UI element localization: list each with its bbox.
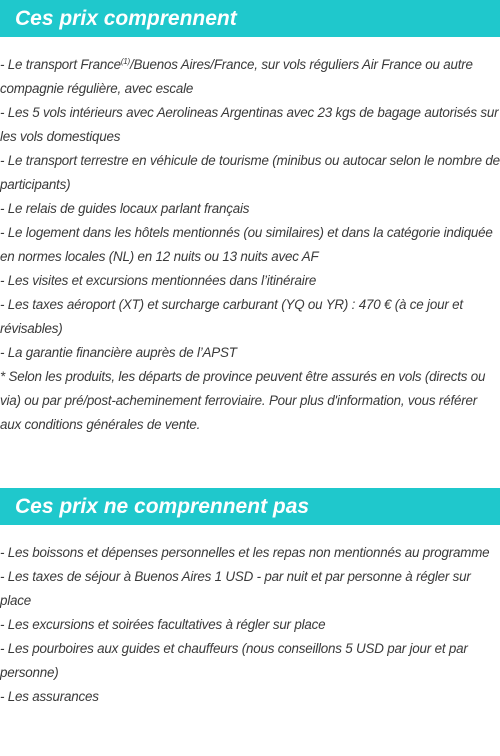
- included-header: Ces prix comprennent: [0, 0, 500, 37]
- list-item: - Les excursions et soirées facultatives à régler sur place: [0, 617, 326, 632]
- list-item: - Les taxes aéroport (XT) et surcharge carburant (YQ ou YR) : 470 € (à ce jour et révisables): [0, 297, 463, 336]
- excluded-section: [0, 488, 500, 709]
- section-spacer: [0, 437, 500, 488]
- list-item: - La garantie financière auprès de l’APST: [0, 345, 237, 360]
- list-item: - Les 5 vols intérieurs avec Aerolineas Argentinas avec 23 kgs de bagage autorisés sur les vols domestiques: [0, 105, 499, 144]
- list-item: - Les taxes de séjour à Buenos Aires 1 USD - par nuit et par personne à régler sur place: [0, 569, 471, 608]
- footnote-text: * Selon les produits, les départs de province peuvent être assurés en vols (directs ou via) ou par pré/post-acheminement ferroviaire. Pour plus d'information, vous référer aux conditions générales de vente.: [0, 369, 486, 432]
- included-list: [0, 37, 500, 437]
- excluded-list: [0, 525, 500, 709]
- list-item: - Les assurances: [0, 689, 99, 704]
- list-item: - Le logement dans les hôtels mentionnés (ou similaires) et dans la catégorie indiquée en normes locales (NL) en 12 nuits ou 13 nuits avec AF: [0, 225, 493, 264]
- footnote-marker: (1): [120, 57, 131, 66]
- list-item: - Les boissons et dépenses personnelles et les repas non mentionnés au programme: [0, 545, 490, 560]
- list-item: - Le relais de guides locaux parlant français: [0, 201, 250, 216]
- excluded-header: Ces prix ne comprennent pas: [0, 488, 500, 525]
- list-item: - Le transport France$^{(1)}$/Buenos Aires/France, sur vols réguliers Air France ou autre compagnie régulière, avec escale: [0, 57, 473, 96]
- list-item: - Les visites et excursions mentionnées dans l’itinéraire: [0, 273, 317, 288]
- list-item: - Les pourboires aux guides et chauffeurs (nous conseillons 5 USD par jour et par personne): [0, 641, 468, 680]
- list-item: - Le transport terrestre en véhicule de tourisme (minibus ou autocar selon le nombre de participants): [0, 153, 500, 192]
